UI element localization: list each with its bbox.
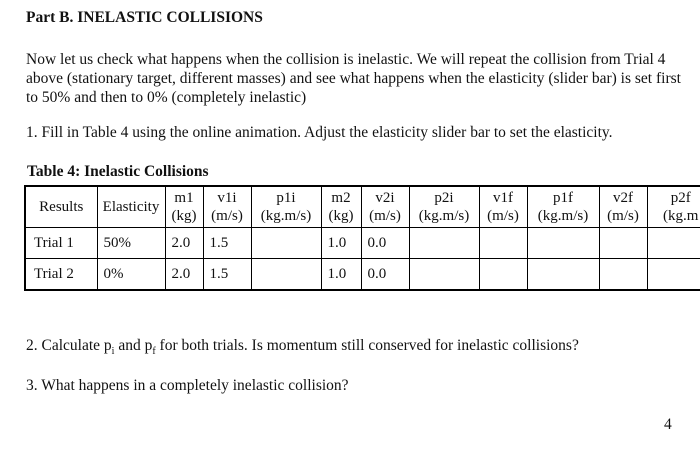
question-3: 3. What happens in a completely inelastic collision? [26,377,349,394]
section-title: Part B. INELASTIC COLLISIONS [26,9,263,26]
cell-m1: 2.0 [165,228,203,259]
cell-v2i: 0.0 [361,259,409,291]
cell-p1f [527,228,599,259]
cell-v1f [479,259,527,291]
inelastic-collisions-table [24,185,700,291]
cell-v1i: 1.5 [203,228,251,259]
cell-v1f [479,228,527,259]
row-label: Trial 2 [25,259,97,291]
intro-paragraph: Now let us check what happens when the collision is inelastic. We will repeat the collision from Trial 4 above (stationary target, different masses) and see what happens when the elasticity (slider bar) is set first to 50% and then to 0% (completely inelastic) [26,51,681,106]
question-1: 1. Fill in Table 4 using the online animation. Adjust the elasticity slider bar to set the elasticity. [26,124,613,141]
header-elasticity: Elasticity [97,186,165,228]
header-p2i: p2i (kg.m/s) [409,186,479,228]
table-row [25,228,700,259]
cell-p1f [527,259,599,291]
header-v2i: v2i (m/s) [361,186,409,228]
header-m1: m1 (kg) [165,186,203,228]
cell-p2i [409,228,479,259]
cell-m2: 1.0 [321,259,361,291]
table-title: Table 4: Inelastic Collisions [27,163,209,180]
table-header-row [25,186,700,228]
cell-p2f [647,259,700,291]
cell-m2: 1.0 [321,228,361,259]
header-results: Results [25,186,97,228]
cell-elasticity: 50% [97,228,165,259]
header-p1i: p1i (kg.m/s) [251,186,321,228]
cell-v2f [599,228,647,259]
table-row [25,259,700,291]
cell-v1i: 1.5 [203,259,251,291]
cell-m1: 2.0 [165,259,203,291]
cell-p1i [251,259,321,291]
cell-elasticity: 0% [97,259,165,291]
header-v1i: v1i (m/s) [203,186,251,228]
table-container [24,185,700,295]
cell-p2f [647,228,700,259]
header-v2f: v2f (m/s) [599,186,647,228]
cell-p2i [409,259,479,291]
row-label: Trial 1 [25,228,97,259]
question-2: 2. Calculate $p_i$ and $p_f$ for both trials. Is momentum still conserved for inelastic collisions? [26,337,579,358]
header-m2: m2 (kg) [321,186,361,228]
header-p1f: p1f (kg.m/s) [527,186,599,228]
page-number: 4 [664,416,672,433]
header-p2f: p2f (kg.m [647,186,700,228]
cell-v2f [599,259,647,291]
header-v1f: v1f (m/s) [479,186,527,228]
cell-p1i [251,228,321,259]
cell-v2i: 0.0 [361,228,409,259]
